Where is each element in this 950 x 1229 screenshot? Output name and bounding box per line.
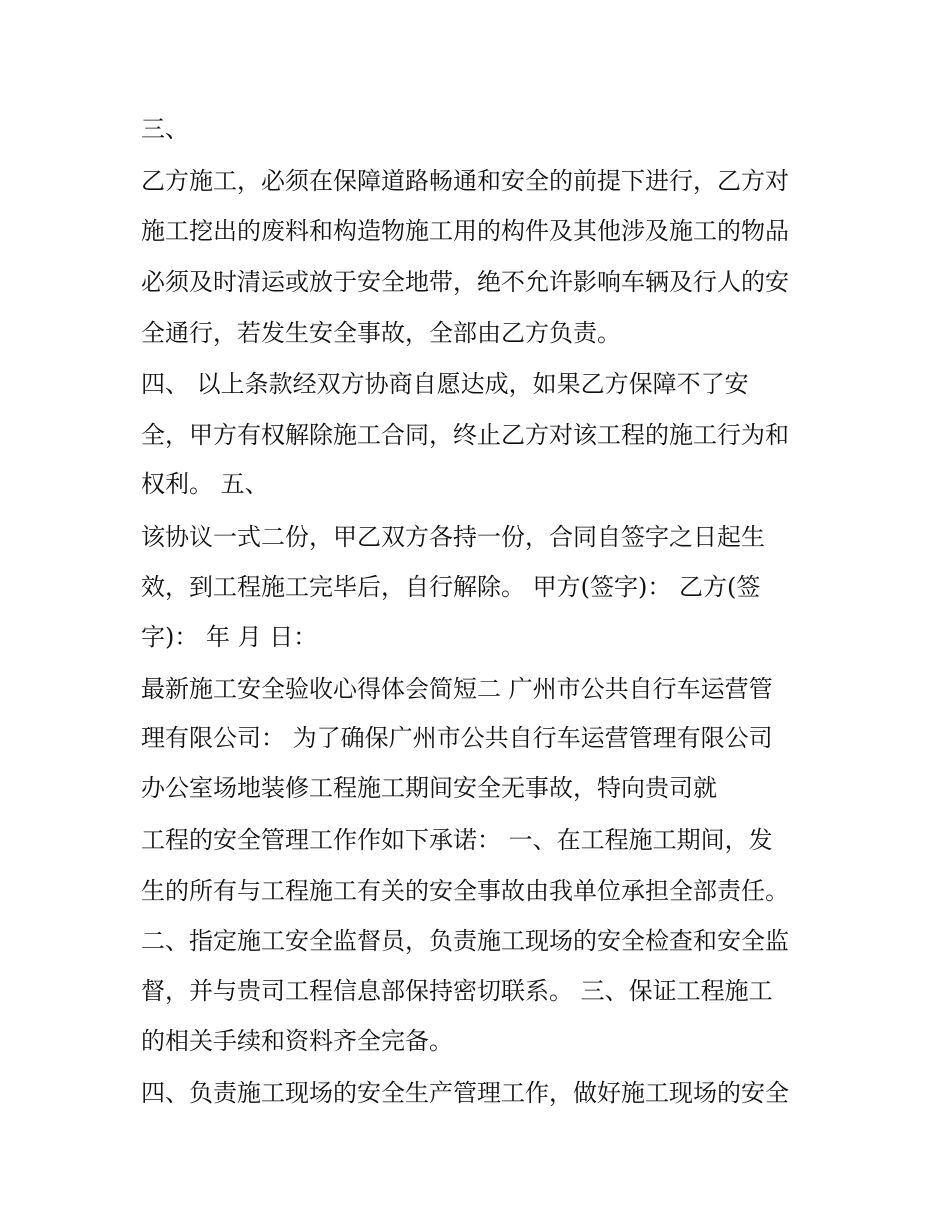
text-line: 办公室场地装修工程施工期间安全无事故，特向贵司就 <box>141 774 717 802</box>
text-line: 的相关手续和资料齐全完备。 <box>141 1027 453 1055</box>
text-line: 四、负责施工现场的安全生产管理工作，做好施工现场的安全 <box>141 1079 789 1107</box>
text-line: 督，并与贵司工程信息部保持密切联系。 三、保证工程施工 <box>141 977 773 1005</box>
text-line: 乙方施工，必须在保障道路畅通和安全的前提下进行，乙方对 <box>141 167 789 195</box>
text-line: 二、指定施工安全监督员，负责施工现场的安全检查和安全监 <box>141 927 789 955</box>
text-line: 生的所有与工程施工有关的安全事故由我单位承担全部责任。 <box>141 877 789 905</box>
text-line: 该协议一式二份，甲乙双方各持一份，合同自签字之日起生 <box>141 523 765 551</box>
text-line: 理有限公司： 为了确保广州市公共自行车运营管理有限公司 <box>141 724 773 752</box>
text-line: 必须及时清运或放于安全地带，绝不允许影响车辆及行人的安 <box>141 268 789 296</box>
text-line: 最新施工安全验收心得体会简短二 广州市公共自行车运营管 <box>141 675 773 703</box>
text-line: 全通行，若发生安全事故，全部由乙方负责。 <box>141 319 621 347</box>
text-line: 权利。 五、 <box>141 470 269 498</box>
text-line: 施工挖出的废料和构造物施工用的构件及其他涉及施工的物品 <box>141 217 789 245</box>
text-line: 四、 以上条款经双方协商自愿达成，如果乙方保障不了安 <box>141 370 749 398</box>
text-line: 效，到工程施工完毕后，自行解除。 甲方(签字)： 乙方(签 <box>141 573 761 601</box>
text-line: 三、 <box>141 115 189 143</box>
text-line: 字)： 年 月 日： <box>141 623 318 651</box>
text-line: 工程的安全管理工作作如下承诺： 一、在工程施工期间，发 <box>141 826 773 854</box>
text-line: 全，甲方有权解除施工合同，终止乙方对该工程的施工行为和 <box>141 421 789 449</box>
